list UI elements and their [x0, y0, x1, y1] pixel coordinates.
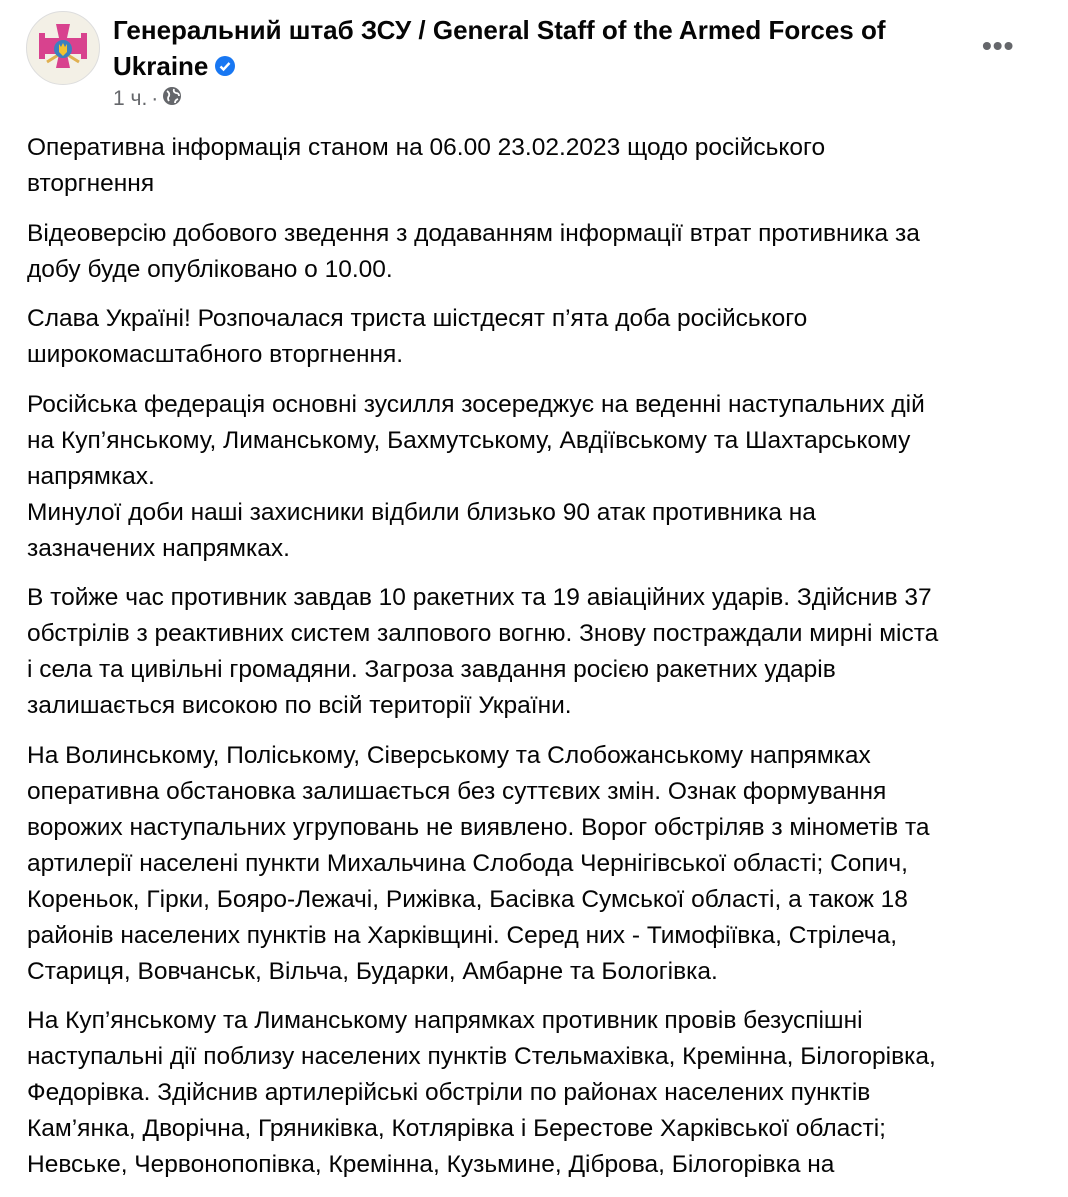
- paragraph-line: Минулої доби наші захисники відбили близько 90 атак противника на: [27, 498, 816, 526]
- post-meta: [113, 86, 182, 112]
- globe-icon: [162, 86, 182, 112]
- paragraph-line: ворожих наступальних угруповань не виявлено. Ворог обстріляв з мінометів та: [27, 813, 930, 841]
- post-paragraph: [27, 130, 1057, 202]
- paragraph-line: напрямках.: [27, 462, 155, 490]
- author-name-line2[interactable]: Ukraine: [113, 51, 209, 81]
- coat-of-arms-icon: [27, 12, 99, 84]
- paragraph-line: Слава Україні! Розпочалася триста шістдесят п’ята доба російського: [27, 305, 808, 332]
- paragraph-line: Російська федерація основні зусилля зосереджує на веденні наступальних дій: [27, 390, 925, 418]
- paragraph-line: Федорівка. Здійснив артилерійські обстріли по районах населених пунктів: [27, 1079, 871, 1106]
- post-paragraph: [27, 1003, 1057, 1183]
- author-name[interactable]: [113, 12, 913, 86]
- author-name-line1[interactable]: Генеральний штаб ЗСУ / General Staff of the Armed Forces of: [113, 15, 886, 45]
- timestamp[interactable]: 1 ч.: [113, 87, 148, 110]
- paragraph-line: залишається високою по всій території України.: [27, 692, 572, 719]
- paragraph-line: Оперативна інформація станом на 06.00 23.02.2023 щодо російського: [27, 134, 826, 161]
- paragraph-line: Невське, Червонопопівка, Кремінна, Кузьмине, Діброва, Білогорівка на: [27, 1151, 835, 1178]
- paragraph-line: вторгнення: [27, 170, 155, 197]
- paragraph-line: широкомасштабного вторгнення.: [27, 341, 404, 368]
- paragraph-line: Стариця, Вовчанськ, Вільча, Бударки, Амбарне та Бологівка.: [27, 957, 718, 985]
- paragraph-line: Відеоверсію добового зведення з додаванням інформації втрат противника за: [27, 219, 920, 247]
- paragraph-line: артилерії населені пункти Михальчина Слобода Чернігівської області; Сопич,: [27, 849, 908, 877]
- verified-badge-icon: [214, 50, 236, 86]
- post-paragraph: [27, 738, 1057, 990]
- paragraph-line: зазначених напрямках.: [27, 534, 290, 562]
- paragraph-line: і села та цивільні громадяни. Загроза завдання росією ракетних ударів: [27, 656, 836, 683]
- paragraph-line: районів населених пунктів на Харківщині. Серед них - Тимофіївка, Стрілеча,: [27, 921, 898, 949]
- paragraph-line: Кореньок, Гірки, Бояро-Лежачі, Рижівка, Басівка Сумської області, а також 18: [27, 885, 908, 913]
- paragraph-line: оперативна обстановка залишається без суттєвих змін. Ознак формування: [27, 777, 887, 805]
- post-paragraph: [27, 580, 1057, 724]
- post-text: [27, 130, 1057, 1197]
- paragraph-line: на Куп’янському, Лиманському, Бахмутському, Авдіївському та Шахтарському: [27, 426, 911, 454]
- separator: ·: [151, 87, 159, 110]
- page-avatar[interactable]: [26, 11, 100, 85]
- paragraph-line: добу буде опубліковано о 10.00.: [27, 255, 393, 283]
- paragraph-line: В тойже час противник завдав 10 ракетних та 19 авіаційних ударів. Здійснив 37: [27, 584, 932, 611]
- more-options-button[interactable]: •••: [982, 30, 1015, 61]
- paragraph-line: обстрілів з реактивних систем залпового вогню. Знову постраждали мирні міста: [27, 620, 939, 647]
- paragraph-line: Кам’янка, Дворічна, Гряниківка, Котлярівка і Берестове Харківської області;: [27, 1115, 886, 1142]
- paragraph-line: На Волинському, Поліському, Сіверському та Слобожанському напрямках: [27, 741, 871, 769]
- paragraph-line: наступальні дії поблизу населених пунктів Стельмахівка, Кремінна, Білогорівка,: [27, 1043, 936, 1070]
- paragraph-line: На Куп’янському та Лиманському напрямках противник провів безуспішні: [27, 1007, 863, 1034]
- post-paragraph: [27, 301, 1057, 373]
- post-paragraph: [27, 216, 1057, 288]
- post-paragraph: [27, 387, 1057, 567]
